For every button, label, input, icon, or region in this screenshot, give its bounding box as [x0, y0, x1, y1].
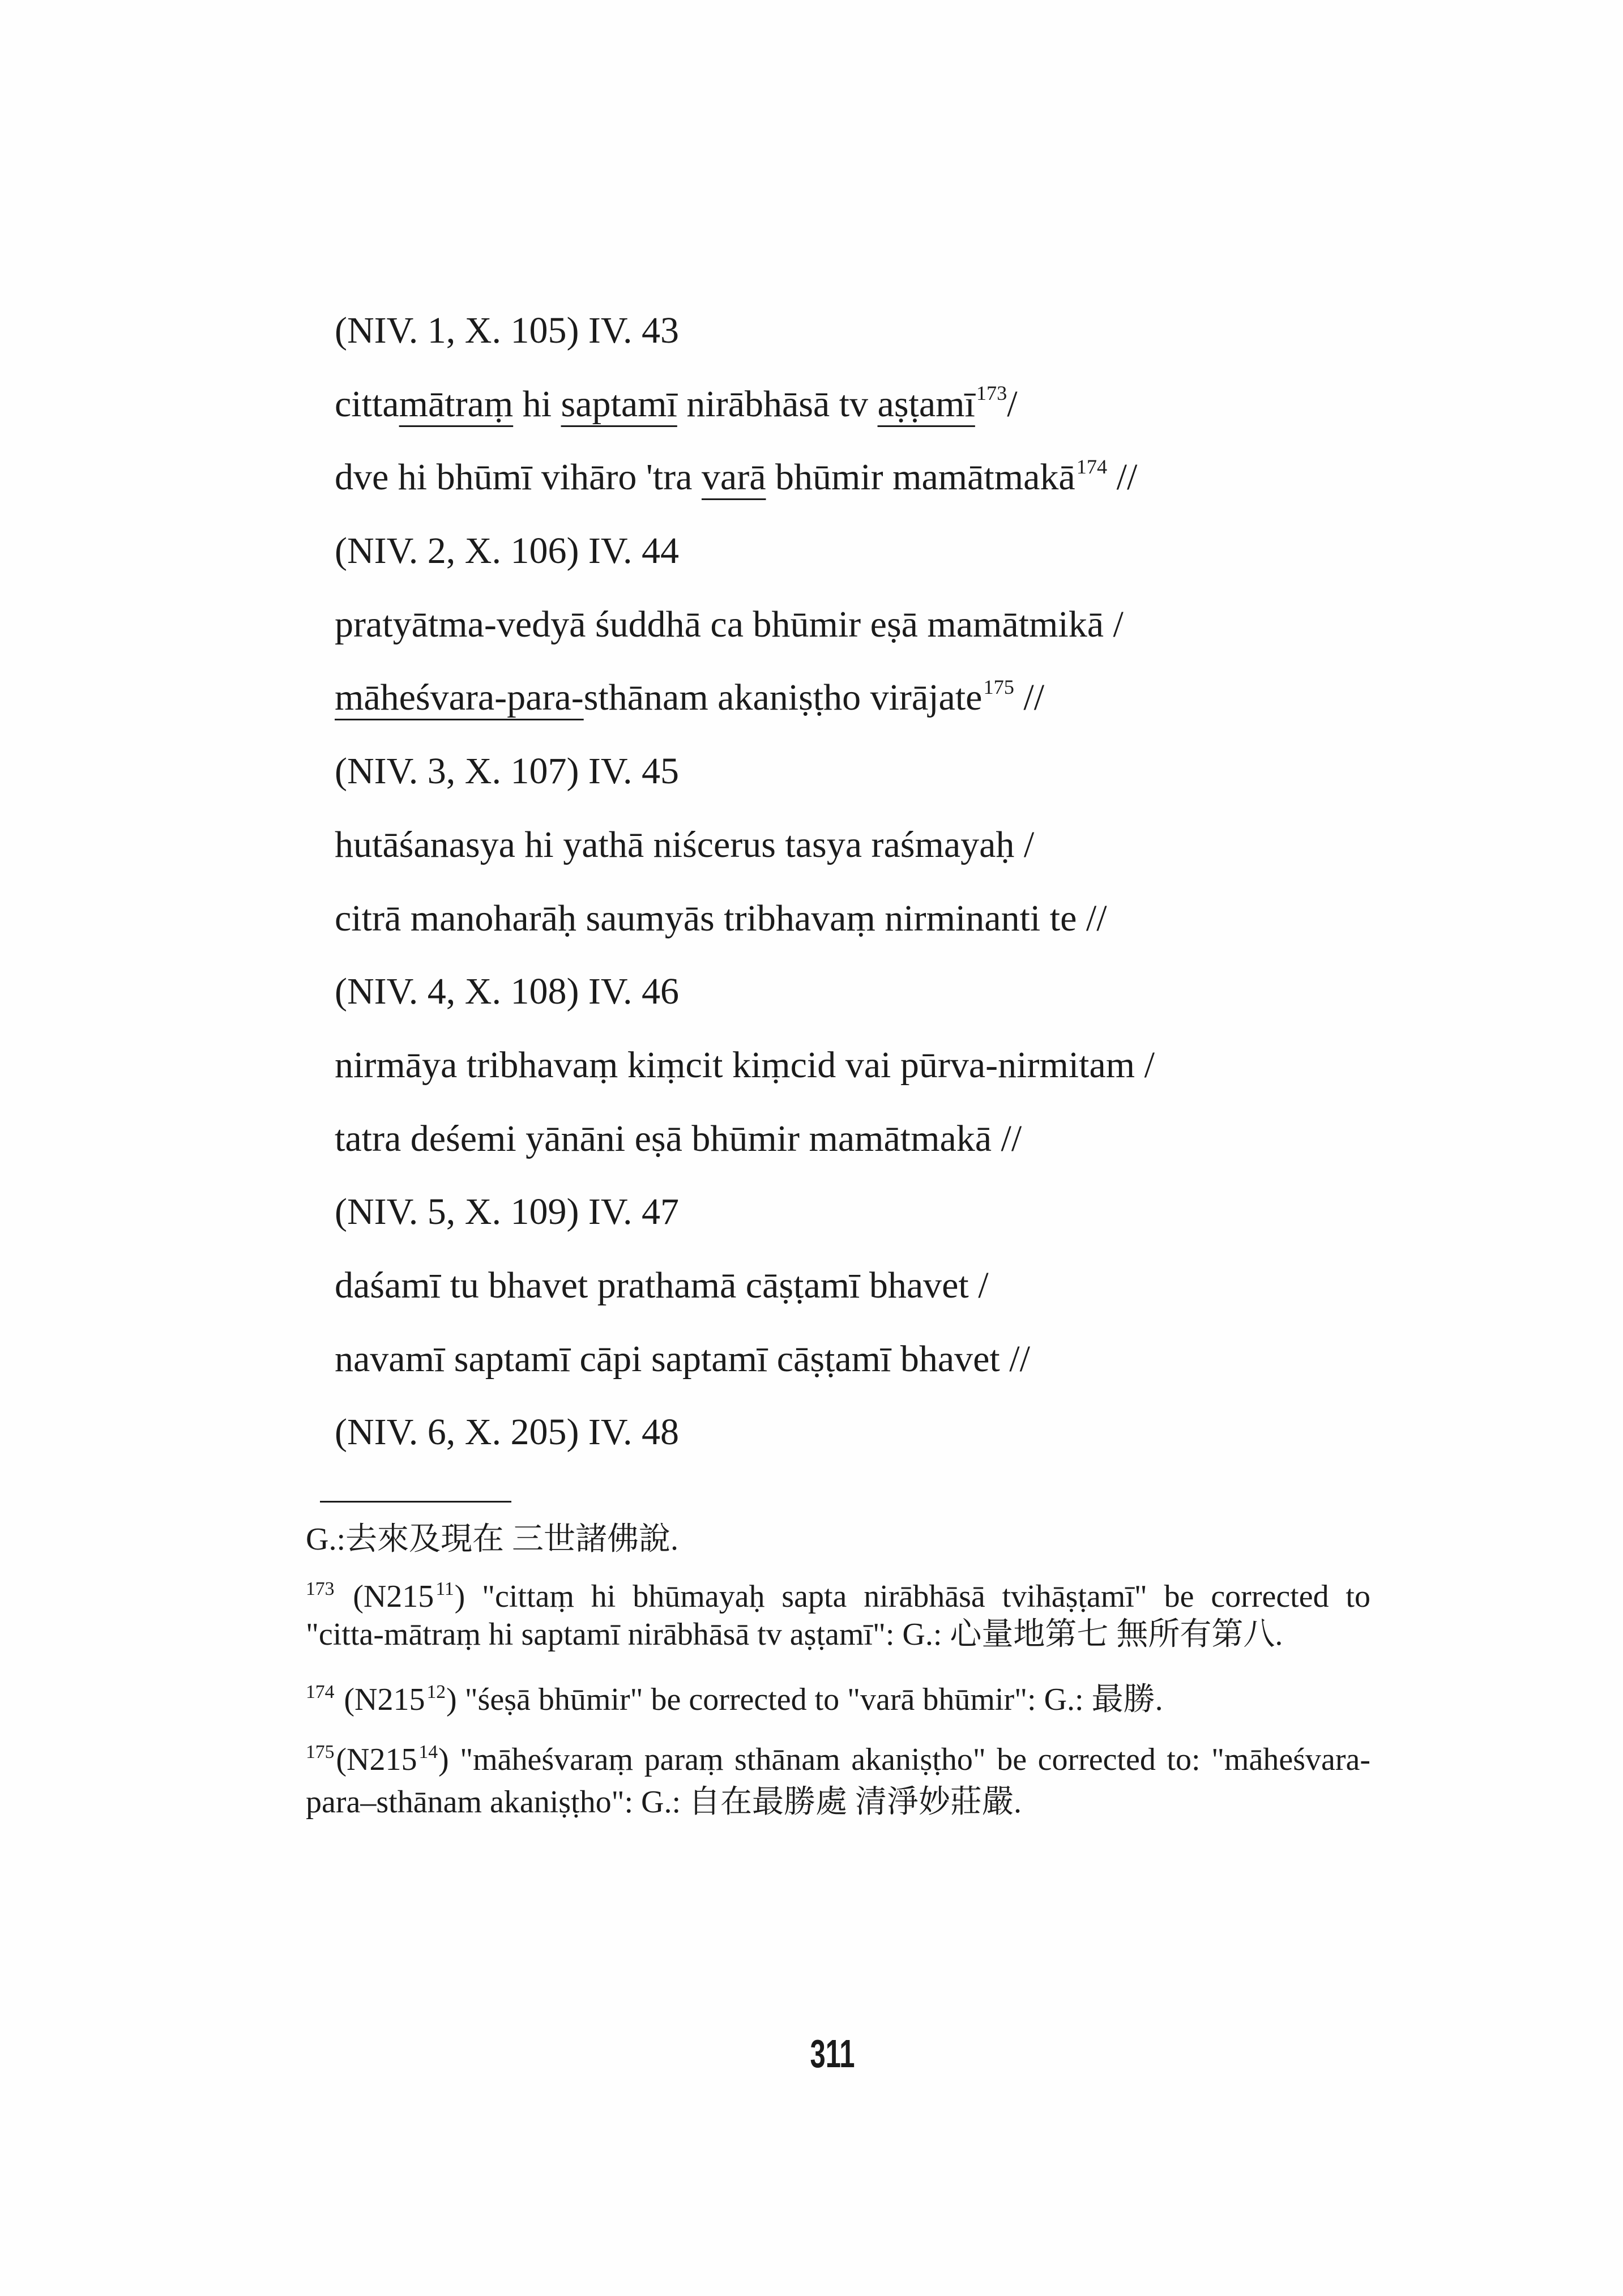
underlined-text: mātraṃ	[399, 383, 514, 425]
verse-text: daśamī tu bhavet prathamā cāṣṭamī bhavet /	[335, 1264, 989, 1306]
footnote-173-line-2: "citta-mātraṃ hi saptamī nirābhāsā tv aṣṭamī": G.: 心量地第七 無所有第八.	[306, 1617, 1283, 1652]
underlined-text: varā	[701, 456, 766, 498]
verse-reference: (NIV. 2, X. 106) IV. 44	[335, 530, 680, 572]
verse-text: navamī saptamī cāpi saptamī cāṣṭamī bhavet //	[335, 1338, 1030, 1380]
footnote-text: (N215	[336, 1682, 425, 1717]
footnote-source-superscript: 11	[435, 1578, 454, 1600]
verse-reference: (NIV. 4, X. 108) IV. 46	[335, 971, 680, 1013]
footnote-marker: 173	[976, 382, 1007, 405]
verse-text: pratyātma-vedyā śuddhā ca bhūmir eṣā mamātmikā /	[335, 603, 1124, 645]
footnote-number: 173	[306, 1578, 335, 1600]
footnote-continued: G.:去來及現在 三世諸佛說.	[306, 1522, 678, 1557]
verse-text: citta	[335, 383, 399, 425]
footnote-text: (N215	[336, 1579, 434, 1614]
verse-text: nirābhāsā tv	[677, 383, 878, 425]
verse-text: dve hi bhūmī vihāro 'tra	[335, 456, 702, 498]
verse-text: hutāśanasya hi yathā niścerus tasya raśmayaḥ /	[335, 823, 1035, 865]
footnote-text: ) "cittaṃ hi bhūmayaḥ sapta nirābhāsā tvihāṣṭamī" be corrected to	[454, 1579, 1370, 1614]
verse-block	[335, 294, 1524, 1469]
verse-line	[335, 882, 1524, 955]
footnote-source-superscript: 12	[426, 1682, 446, 1703]
footnote-174	[306, 1681, 1163, 1719]
verse-line	[335, 661, 1524, 735]
verse-reference: (NIV. 3, X. 107) IV. 45	[335, 750, 680, 792]
verse-text: /	[1007, 383, 1018, 425]
verse-line	[335, 368, 1524, 441]
verse-line	[335, 588, 1524, 662]
verse-text: sthānam akaniṣṭho virājate	[583, 677, 983, 719]
footnote-number: 174	[306, 1682, 335, 1703]
verse-line	[335, 1322, 1524, 1396]
footnote-175-line-1	[306, 1741, 1370, 1779]
underlined-text: saptamī	[561, 383, 677, 425]
verse-text: //	[1014, 677, 1045, 719]
verse-text: bhūmir mamātmakā	[766, 456, 1075, 498]
verse-reference: (NIV. 1, X. 105) IV. 43	[335, 310, 680, 351]
underlined-text: māheśvara-para-	[335, 677, 584, 719]
verse-line	[335, 1028, 1524, 1102]
footnote-text: (N215	[336, 1742, 417, 1777]
footnote-separator	[320, 1501, 511, 1503]
footnote-source-superscript: 14	[418, 1742, 438, 1763]
page-number: 311	[810, 2032, 855, 2076]
verse-text: //	[1107, 456, 1138, 498]
verse-text: tatra deśemi yānāni eṣā bhūmir mamātmakā //	[335, 1117, 1022, 1159]
footnote-text: ) "māheśvaraṃ paraṃ sthānam akaniṣṭho" be corrected to: "māheśvara-	[438, 1742, 1370, 1777]
verse-line	[335, 1249, 1524, 1322]
verse-line	[335, 1102, 1524, 1176]
verse-reference: (NIV. 5, X. 109) IV. 47	[335, 1191, 680, 1233]
verse-line	[335, 441, 1524, 514]
verse-text: nirmāya tribhavaṃ kiṃcit kiṃcid vai pūrva-nirmitam /	[335, 1044, 1155, 1086]
footnote-number: 175	[306, 1742, 335, 1763]
footnote-173-line-1	[306, 1578, 1370, 1616]
underlined-text: aṣṭamī	[877, 383, 975, 425]
verse-line	[335, 808, 1524, 882]
footnote-175-line-2: para–sthānam akaniṣṭho": G.: 自在最勝處 清淨妙莊嚴.	[306, 1785, 1022, 1820]
verse-text: hi	[513, 383, 561, 425]
footnote-marker: 175	[983, 676, 1014, 699]
footnote-text: ) "śeṣā bhūmir" be corrected to "varā bhūmir": G.: 最勝.	[446, 1682, 1163, 1717]
verse-reference: (NIV. 6, X. 205) IV. 48	[335, 1411, 680, 1453]
footnote-marker: 174	[1076, 455, 1108, 479]
verse-text: citrā manoharāḥ saumyās tribhavaṃ nirminanti te //	[335, 897, 1107, 939]
